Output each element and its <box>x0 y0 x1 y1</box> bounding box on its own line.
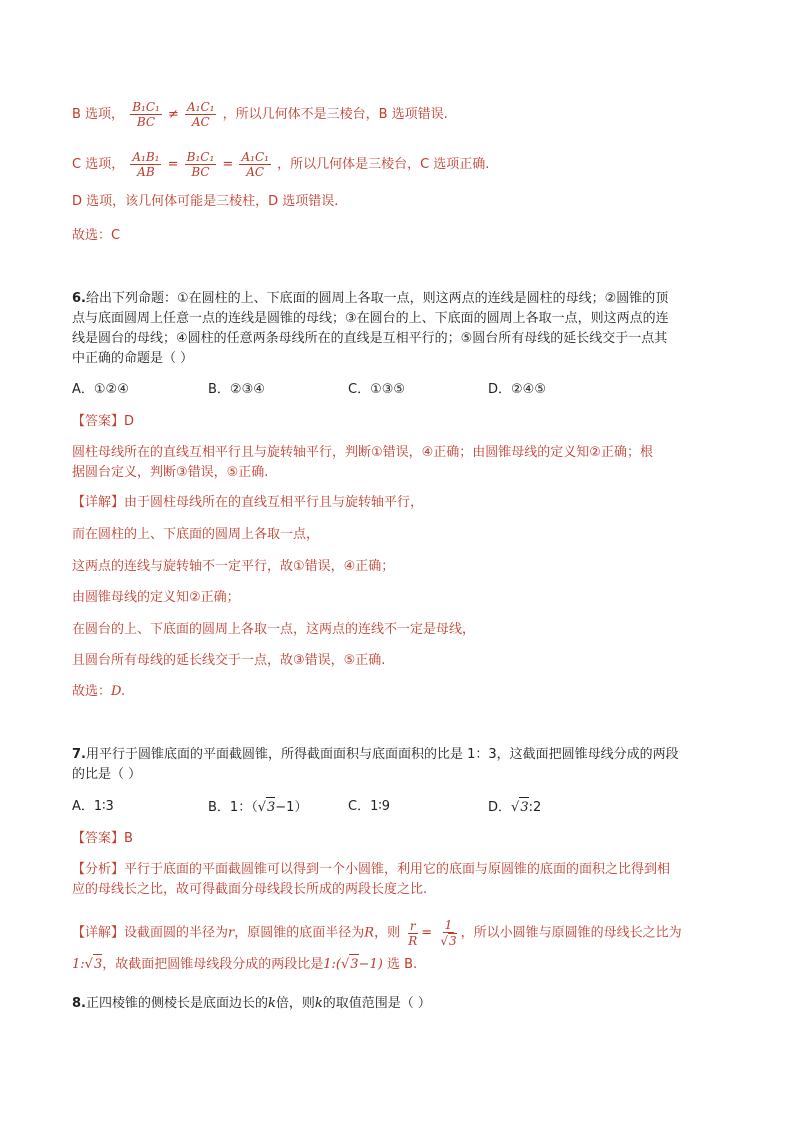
fraction: $\frac{\text{B₁C₁}}{BC}$ <box>186 150 215 179</box>
q7-line-1: 7.用平行于圆锥底面的平面截圆锥，所得截面面积与底面面积的比是 1：3，这截面把圆锥母线分成的两段 <box>72 747 679 762</box>
q6-option-c: C．①③⑤ <box>348 382 406 397</box>
q6-detail-5: 在圆台的上、下底面的圆周上各取一点，这两点的连线不一定是母线， <box>72 622 476 637</box>
q6-option-a: A．①②④ <box>72 382 129 397</box>
q8-number: 8. <box>72 996 86 1011</box>
q7-answer: 【答案】B <box>72 831 133 846</box>
option-d-line: D 选项，该几何体可能是三棱柱，D 选项错误. <box>72 194 339 209</box>
option-b-text: ，所以几何体不是三棱台，B 选项错误. <box>222 107 448 122</box>
q6-selection: 故选：D. <box>72 684 126 699</box>
q6-line-3: 线是圆台的母线；④圆柱的任意两条母线所在的直线是互相平行的；⑤圆台所有母线的延长线交于一点其 <box>72 331 668 346</box>
equal-sign: = <box>167 157 179 172</box>
fraction: $\frac{\text{A₁C₁}}{AC}$ <box>241 150 269 179</box>
q7-detail-1: 【详解】设截面圆的半径为r，原圆锥的底面半径为R，则 $\frac{r}{R}$ = $\frac{1}{√3}$ ，所以小圆锥与原圆锥的母线长之比为 <box>72 918 682 948</box>
option-c-text: ，所以几何体是三棱台，C 选项正确. <box>277 157 490 172</box>
q6-detail-4: 由圆锥母线的定义知②正确； <box>72 590 240 605</box>
q7-option-c: C．1∶9 <box>348 799 391 814</box>
q6-line-1: 6.给出下列命题：①在圆柱的上、下底面的圆周上各取一点，则这两点的连线是圆柱的母线；②圆锥的顶 <box>72 291 669 306</box>
option-c-line <box>72 150 489 179</box>
q7-analysis-2: 应的母线长之比，故可得截面分母线段长所成的两段长度之比. <box>72 882 428 897</box>
detail-tag: 【详解】 <box>72 925 125 941</box>
q6-selection-value: D. <box>111 684 126 699</box>
q7-option-a: A．1∶3 <box>72 799 114 814</box>
q6-detail-3: 这两点的连线与旋转轴不一定平行，故①错误，④正确； <box>72 559 395 574</box>
equal-sign: = <box>222 157 234 172</box>
q6-detail-1: 【详解】由于圆柱母线所在的直线互相平行且与旋转轴平行， <box>72 495 424 510</box>
q6-detail-2: 而在圆柱的上、下底面的圆周上各取一点， <box>72 527 320 542</box>
q7-analysis-1: 【分析】平行于底面的平面截圆锥可以得到一个小圆锥，利用它的底面与原圆锥的底面的面积之比得到相 <box>72 862 671 877</box>
fraction: $\frac{\text{A₁C₁}}{AC}$ <box>187 100 215 129</box>
fraction: $\frac{\text{A₁B₁}}{AB}$ <box>132 150 160 179</box>
detail-tag: 【详解】 <box>72 495 125 510</box>
q6-number: 6. <box>72 291 86 306</box>
q6-detail-6: 且圆台所有母线的延长线交于一点，故③错误，⑤正确. <box>72 653 386 668</box>
fraction: $\frac{r}{R}$ <box>408 918 418 948</box>
analysis-tag: 【分析】 <box>72 862 125 877</box>
q6-line-2: 点与底面圆周上任意一点的连线是圆锥的母线；③在圆台的上、下底面的圆周上各取一点，则这两点的连 <box>72 311 669 326</box>
selection-5: 故选：C <box>72 228 121 243</box>
fraction: $\frac{\text{B₁C₁}}{BC}$ <box>132 100 160 129</box>
q6-answer: 【答案】D <box>72 414 135 429</box>
not-equal-sign: ≠ <box>167 107 179 122</box>
q6-analysis-1: 圆柱母线所在的直线互相平行且与旋转轴平行，判断①错误，④正确；由圆锥母线的定义知②正确；根 <box>72 445 653 460</box>
q6-line-4: 中正确的命题是（ ） <box>72 351 194 366</box>
q6-option-d: D．②④⑤ <box>488 382 546 397</box>
fraction: $\frac{1}{√3}$ <box>440 918 457 948</box>
q7-option-b: B．1：（√3−1） <box>208 797 307 818</box>
q7-line-2: 的比是（ ） <box>72 767 142 782</box>
option-b-prefix: B 选项， <box>72 107 125 122</box>
q7-option-d: D．√3:2 <box>488 797 541 818</box>
option-c-prefix: C 选项， <box>72 157 125 172</box>
q8-line-1: 8.正四棱锥的侧棱长是底面边长的k倍，则k的取值范围是（ ） <box>72 996 431 1011</box>
option-b-line <box>72 100 448 129</box>
q7-detail-2: 1:√3，故截面把圆锥母线段分成的两段比是1:(√3−1) 选 B. <box>72 954 417 975</box>
q6-option-b: B．②③④ <box>208 382 265 397</box>
q7-number: 7. <box>72 747 86 762</box>
q6-analysis-2: 据圆台定义，判断③错误，⑤正确. <box>72 465 269 480</box>
